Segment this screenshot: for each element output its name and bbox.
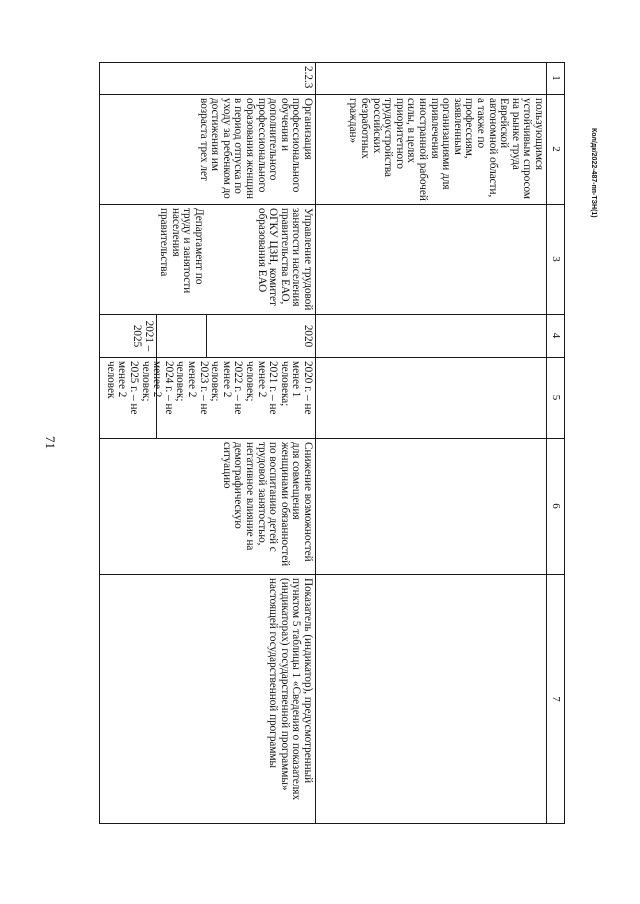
row-number-cell xyxy=(100,63,315,94)
continued-text: пользующимся устойчивым спросом на рынке труда Еврейской автономной области, а также по профессиям, заявленным организациями для привлечения иностранной рабочей силы, в целях приоритетного трудоустройства российских безработных граждан» xyxy=(347,98,545,201)
result-2023: 2023 г. – не менее 2 человек; xyxy=(174,361,210,415)
result-2024: 2024 г. – не менее 2 человек; xyxy=(139,361,175,415)
continued-text-cell xyxy=(316,95,546,204)
consequences: Снижение возможностей для совмещения женщинами обязанностей по воспитанию детей с трудовой занятостью, негативное влияние на демографическую ситуацию xyxy=(220,442,314,567)
header-col-4: 4 xyxy=(550,332,562,339)
result-2020: 2020 г. – не менее 1 человека; xyxy=(278,361,314,415)
page-number: 71 xyxy=(43,436,58,449)
header-col-1: 1 xyxy=(550,75,562,81)
footer-code-text: Кол/дк/2022-487-пп-ТЗН(1) xyxy=(590,128,597,218)
executor-1: Управление трудовой занятости населения правительства ЕАО, ОГКУ ЦЗН, комитет образования ЕАО xyxy=(255,208,314,311)
result-2021: 2021 г. – не менее 2 человек; xyxy=(244,361,280,415)
header-col-7: 7 xyxy=(550,696,562,702)
row-number: 2.2.3 xyxy=(302,66,314,89)
executor-2-cell xyxy=(100,205,206,314)
header-col-2: 2 xyxy=(550,146,562,152)
executor-1-cell xyxy=(207,205,315,314)
indicator-link-cell xyxy=(100,575,315,823)
header-col-5: 5 xyxy=(550,394,562,401)
table xyxy=(99,62,565,824)
term-1: 2020 xyxy=(302,324,314,348)
table-border-right xyxy=(99,823,565,824)
result-2025: 2025 г. – не менее 2 человек xyxy=(104,361,141,415)
term-1-cell xyxy=(207,315,315,357)
term-2-cell xyxy=(100,315,156,357)
measure-name: Организация профессионального обучения и дополнительного профессионального образования женщин в период отпуска по уходу за ребенком до достижения им возраста трех лет xyxy=(197,98,314,199)
header-col-3: 3 xyxy=(550,256,562,262)
consequences-cell xyxy=(100,439,315,574)
indicator-link: Показатель (индикатор), предусмотренный пунктом 5 таблицы 1 «Сведения о показателях (индикаторах) государственной программы» настоящей государственной программы xyxy=(267,578,314,801)
measure-name-cell xyxy=(100,95,315,204)
term-2: 2021 – 2025 xyxy=(131,320,155,352)
executor-2: Департамент по труду и занятости населения правительства xyxy=(158,208,205,294)
results-cell xyxy=(100,358,315,438)
header-col-6: 6 xyxy=(550,503,562,509)
result-2022: 2022 г. – не менее 2 человек; xyxy=(209,361,245,415)
col-line-3 xyxy=(99,314,565,315)
